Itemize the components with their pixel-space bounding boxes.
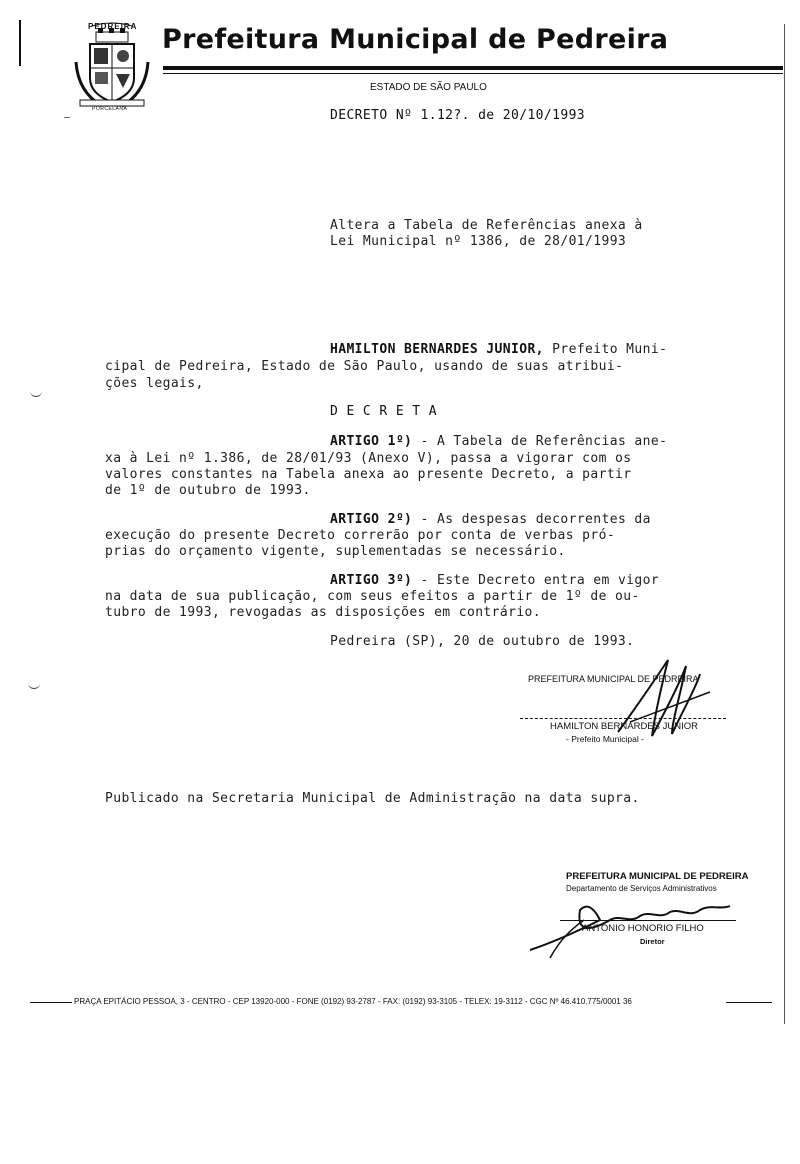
article-3-line-1 xyxy=(330,573,659,588)
footer-rule-left xyxy=(30,1002,72,1003)
admin-role-stamp: Diretor xyxy=(640,937,665,946)
place-date: Pedreira (SP), 20 de outubro de 1993. xyxy=(330,634,635,649)
article-2-line-2: execução do presente Decreto correrão por conta de verbas pró- xyxy=(105,528,616,543)
scan-mark-right xyxy=(784,24,785,1024)
intro-line-2: cipal de Pedreira, Estado de São Paulo, usando de suas atribui- xyxy=(105,359,624,374)
crest-icon xyxy=(72,22,152,112)
intro-line-1 xyxy=(330,342,667,357)
article-1-line-2: xa à Lei nº 1.386, de 28/01/93 (Anexo V), passa a vigorar com os xyxy=(105,451,632,466)
article-1-line-3: valores constantes na Tabela anexa ao presente Decreto, a partir xyxy=(105,467,632,482)
decree-header: DECRETO Nº 1.12?. de 20/10/1993 xyxy=(330,108,586,123)
admin-stamp-header: PREFEITURA MUNICIPAL DE PEDREIRA xyxy=(566,871,749,882)
admin-department: Departamento de Serviços Administrativos xyxy=(566,884,717,893)
mayor-role-stamp: - Prefeito Municipal - xyxy=(566,734,644,744)
footer-address: PRAÇA EPITÁCIO PESSOA, 3 - CENTRO - CEP 13920-000 - FONE (0192) 93-2787 - FAX: (0192) 93-3105 - TELEX: 19-3112 - CGC Nº 46.410.775/0001 36 xyxy=(74,997,632,1006)
article-1-line-1 xyxy=(330,434,667,449)
article-2-line-1 xyxy=(330,512,651,527)
intro-line-1-rest: Prefeito Muni- xyxy=(552,342,668,357)
article-2-line-3: prias do orçamento vigente, suplementadas se necessário. xyxy=(105,544,566,559)
mayor-stamp-header: PREFEITURA MUNICIPAL DE PEDREIRA xyxy=(528,674,699,684)
article-1-line-4: de 1º de outubro de 1993. xyxy=(105,483,311,498)
intro-line-3: ções legais, xyxy=(105,376,204,391)
letterhead-title: Prefeitura Municipal de Pedreira xyxy=(162,24,669,55)
mayor-signature-line xyxy=(520,718,726,720)
summary-line-1: Altera a Tabela de Referências anexa à xyxy=(330,218,643,233)
article-3-label: ARTIGO 3º) xyxy=(330,573,413,588)
article-1-label: ARTIGO 1º) xyxy=(330,434,413,449)
title-rule-thin xyxy=(163,73,783,74)
state-label: ESTADO DE SÃO PAULO xyxy=(370,82,487,93)
scan-mark-left xyxy=(19,20,21,66)
article-2-line-1-rest: - As despesas decorrentes da xyxy=(420,512,651,527)
mayor-name: HAMILTON BERNARDES JUNIOR, xyxy=(330,342,544,357)
punch-hole-mark-2 xyxy=(28,680,40,689)
publication-note: Publicado na Secretaria Municipal de Administração na data supra. xyxy=(105,791,640,806)
summary-line-2: Lei Municipal nº 1386, de 28/01/1993 xyxy=(330,234,627,249)
article-1-line-1-rest: - A Tabela de Referências ane- xyxy=(420,434,668,449)
mayor-name-stamp: HAMILTON BERNARDES JUNIOR xyxy=(550,721,698,732)
article-3-line-2: na data de sua publicação, com seus efeitos a partir de 1º de ou- xyxy=(105,589,640,604)
decreta-heading: D E C R E T A xyxy=(330,404,437,419)
admin-name-stamp: ANTONIO HONORIO FILHO xyxy=(582,923,704,934)
crest-top-text: PEDREIRA xyxy=(88,22,138,31)
punch-hole-mark-1 xyxy=(30,388,42,397)
left-margin-tick xyxy=(64,117,70,118)
article-3-line-1-rest: - Este Decreto entra em vigor xyxy=(420,573,660,588)
title-rule-thick xyxy=(163,66,783,70)
municipal-crest xyxy=(72,22,152,112)
admin-signature-line xyxy=(560,920,736,921)
article-3-line-3: tubro de 1993, revogadas as disposições em contrário. xyxy=(105,605,542,620)
article-2-label: ARTIGO 2º) xyxy=(330,512,413,527)
footer-rule-right xyxy=(726,1002,772,1003)
crest-bottom-text: PORCELANA xyxy=(92,106,128,112)
